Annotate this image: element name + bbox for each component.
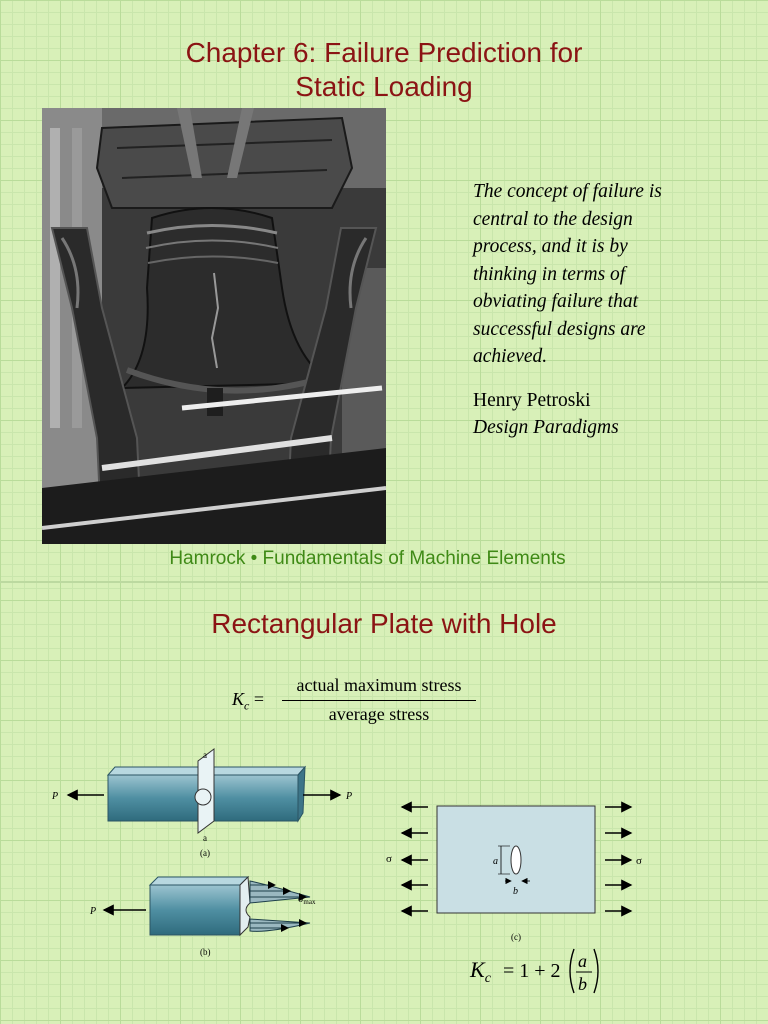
slide-divider xyxy=(0,581,768,583)
caption-c: (c) xyxy=(511,932,521,942)
quote-line: thinking in terms of xyxy=(473,263,626,285)
kc-denominator: average stress xyxy=(328,704,430,724)
section-a-bottom: a xyxy=(203,833,207,843)
kc-formula-rhs: = 1 + 2 xyxy=(503,960,561,982)
quote-line: process, and it is by xyxy=(473,236,628,257)
kc-frac-den: b xyxy=(578,974,587,994)
title-line-2: Static Loading xyxy=(295,71,473,102)
course-credit: Hamrock • Fundamentals of Machine Elements xyxy=(169,548,566,569)
kc-concentration-formula xyxy=(469,949,598,994)
load-p-left: P xyxy=(52,791,59,802)
quote-line: central to the design xyxy=(473,208,633,230)
slide-1-title xyxy=(0,36,768,104)
load-p-b: P xyxy=(90,906,97,917)
figure-a xyxy=(51,749,352,858)
slide-2-title: Rectangular Plate with Hole xyxy=(211,608,557,639)
quote-line: achieved. xyxy=(473,346,548,367)
dim-a: a xyxy=(493,856,498,867)
liberty-bell-illustration xyxy=(42,108,386,544)
sigma-right: σ xyxy=(636,855,642,867)
caption-b: (b) xyxy=(200,947,211,957)
petroski-quote xyxy=(473,178,733,442)
title-line-1: Chapter 6: Failure Prediction for xyxy=(185,37,583,68)
kc-lhs: $K_c$ = xyxy=(232,689,264,713)
kc-numerator: actual maximum stress xyxy=(282,675,476,701)
plate-with-hole-figures xyxy=(0,585,768,1024)
liberty-bell-photo xyxy=(42,108,386,544)
sigma-left: σ xyxy=(386,853,392,865)
quote-line: The concept of failure is xyxy=(473,181,662,202)
quote-author: Henry Petroski xyxy=(473,389,591,411)
section-a-top: a xyxy=(203,750,207,760)
quote-book: Design Paradigms xyxy=(473,417,619,438)
figure-c xyxy=(386,806,642,942)
sigma-max-label: $\sigma_{max}$ xyxy=(298,894,316,906)
quote-line: successful designs are xyxy=(473,318,646,340)
caption-a: (a) xyxy=(200,848,210,858)
kc-formula-lhs: $K_c$ xyxy=(470,957,491,986)
slide-2 xyxy=(0,585,768,1024)
figure-b xyxy=(89,877,316,957)
quote-text xyxy=(473,178,733,371)
load-p-right: P xyxy=(346,791,353,802)
kc-frac-num: a xyxy=(578,951,587,971)
dim-b: b xyxy=(513,886,518,897)
quote-line: obviating failure that xyxy=(473,291,639,312)
